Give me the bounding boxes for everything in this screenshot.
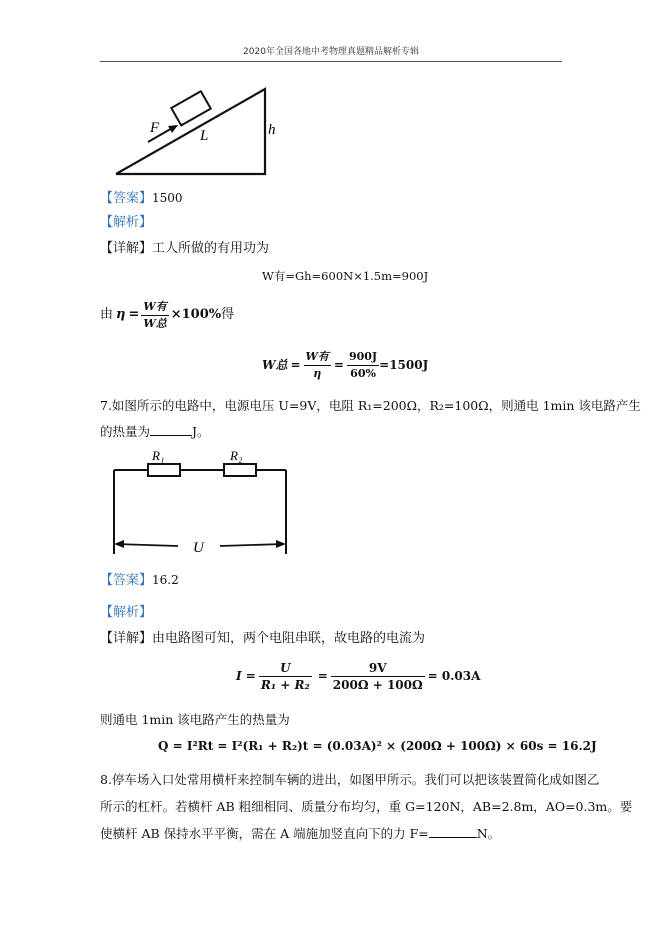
by-suffix: 得 bbox=[221, 307, 235, 322]
q7-detail-tag: 【详解】 bbox=[100, 631, 153, 646]
q7-answer-tag: 【答案】 bbox=[100, 573, 153, 588]
label-R2: R₂ bbox=[230, 448, 243, 463]
q7-detail-text: 由电路图可知，两个电阻串联，故电路的电流为 bbox=[152, 631, 426, 646]
efficiency-formula: 由 η = $\frac{\text{W有}}{\text{W总}}$ ×100% 得 bbox=[100, 299, 235, 330]
eq-total-lhs: W总 bbox=[262, 358, 288, 372]
w-total: W总 bbox=[143, 316, 167, 330]
q7-detail-line bbox=[100, 631, 425, 647]
q8-line3-suffix: N。 bbox=[476, 826, 501, 841]
header-divider bbox=[100, 61, 562, 62]
q7-stem-prefix: 的热量为 bbox=[100, 424, 151, 439]
eq-current-num2: 9V bbox=[331, 660, 425, 677]
eq-total-work: W总 = $\frac{\text{W有}}{\eta}$ = $\frac{900J}{60\%}$ =1500J bbox=[262, 349, 429, 380]
label-h: h bbox=[268, 122, 276, 138]
q8-line3 bbox=[100, 826, 500, 842]
efficiency-fraction bbox=[141, 299, 168, 332]
page-header: 2020年全国各地中考物理真题精品解析专辑 bbox=[243, 47, 419, 57]
q8-line2: 所示的杠杆。若横杆 AB 粗细相同、质量分布均匀，重 G=120N，AB=2.8m，AO=0.3m。要 bbox=[100, 799, 633, 814]
detail-tag: 【详解】 bbox=[100, 241, 153, 256]
q7-stem-suffix: J。 bbox=[192, 424, 210, 439]
label-R1: R₁ bbox=[152, 448, 165, 463]
eq-total-frac2 bbox=[347, 349, 379, 382]
q6-answer-line bbox=[100, 190, 183, 207]
detail-text: 工人所做的有用功为 bbox=[152, 241, 270, 256]
q7-answer-blank bbox=[150, 435, 192, 436]
q7-stem-line1: 7.如图所示的电路中，电源电压 U=9V，电阻 R₁=200Ω，R₂=100Ω，则通电 1min 该电路产生 bbox=[100, 398, 641, 413]
eq-current: I = $\frac{U}{\text{R₁ + R₂}}$ = $\frac{9V}{200\Omega + 100\Omega}$ = 0.03A bbox=[236, 660, 481, 692]
q7-heat-text: 则通电 1min 该电路产生的热量为 bbox=[100, 712, 290, 727]
analysis-tag: 【解析】 bbox=[100, 215, 153, 230]
label-U: U bbox=[193, 540, 204, 556]
answer-tag: 【答案】 bbox=[100, 191, 153, 206]
eq-total-frac1 bbox=[304, 349, 331, 382]
q7-stem-line2 bbox=[100, 424, 210, 440]
eq-total-result: =1500J bbox=[379, 358, 429, 372]
eq-current-den1: R₁ + R₂ bbox=[260, 677, 310, 692]
w-useful: W有 bbox=[141, 299, 168, 316]
eq-current-lhs: I = bbox=[236, 669, 256, 683]
eq-total-den2: 60% bbox=[350, 366, 376, 380]
eta-den: η bbox=[313, 366, 322, 380]
incline-figure bbox=[110, 84, 280, 179]
percent-tail: ×100% bbox=[170, 307, 222, 322]
eq-current-result: = 0.03A bbox=[427, 669, 481, 683]
q8-line3-prefix: 使横杆 AB 保持水平平衡，需在 A 端施加竖直向下的力 F= bbox=[100, 826, 429, 841]
eq-heat: Q = I²Rt = I²(R₁ + R₂)t = (0.03A)² × (200Ω + 100Ω) × 60s = 16.2J bbox=[158, 739, 597, 753]
label-L: L bbox=[200, 128, 209, 144]
eq-total-num2: 900J bbox=[347, 349, 379, 366]
by-prefix: 由 bbox=[100, 307, 114, 322]
circuit-figure bbox=[108, 448, 298, 558]
eq-useful-work: W有=Gh=600N×1.5m=900J bbox=[262, 269, 429, 283]
q7-answer-line bbox=[100, 572, 179, 589]
eq-current-frac2 bbox=[331, 660, 425, 693]
q8-answer-blank bbox=[429, 837, 477, 838]
eta-symbol: η bbox=[116, 307, 126, 322]
q8-line1: 8.停车场入口处常用横杆来控制车辆的进出，如图甲所示。我们可以把该装置简化成如图乙 bbox=[100, 772, 600, 787]
eq-current-num1: U bbox=[259, 660, 312, 677]
q6-detail-line bbox=[100, 241, 269, 257]
eq-current-den2: 200Ω + 100Ω bbox=[332, 677, 423, 692]
answer-value: 1500 bbox=[152, 191, 183, 205]
q7-answer-value: 16.2 bbox=[152, 573, 179, 587]
w-useful-2: W有 bbox=[304, 349, 331, 366]
eq-current-frac1 bbox=[259, 660, 312, 693]
q7-analysis-tag: 【解析】 bbox=[100, 605, 153, 620]
label-F: F bbox=[150, 120, 160, 136]
